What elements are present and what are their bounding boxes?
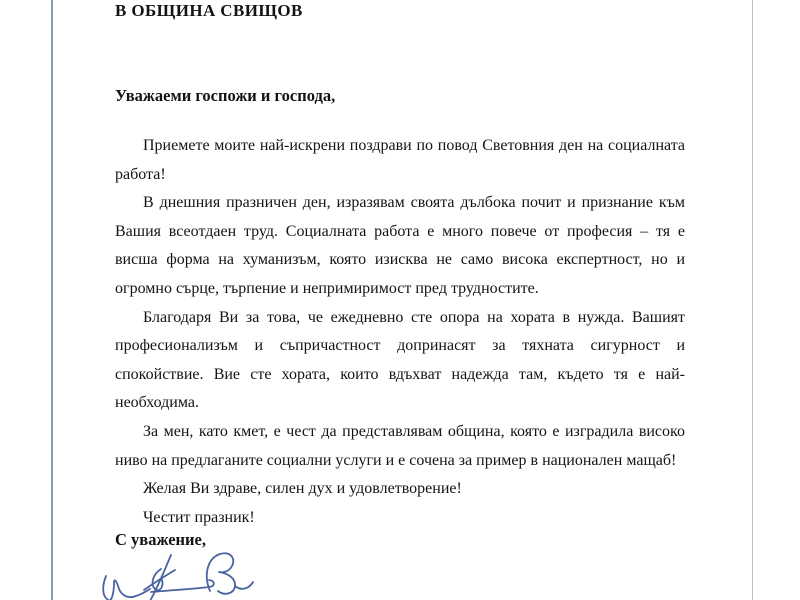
letter-paragraph: Приемете моите най-искрени поздрави по повод Световния ден на социалната работа! (115, 137, 685, 183)
letter-paragraph: За мен, като кмет, е чест да представлявам община, която е изградила високо ниво на предлаганите социални услуги и е сочена за пример в национален мащаб! (115, 422, 685, 469)
letter-recipient-header: В ОБЩИНА СВИЩОВ (115, 1, 303, 20)
signature-strokes (103, 553, 253, 600)
letter-paragraph: В днешния празничен ден, изразявам своята дълбока почит и признание към Вашия всеотдаен труд. Социалната работа е много повече от професия – тя е висша форма на хуманизъм, която изисква не само висока експертност, но и огромно сърце, търпение и непримиримост пред трудностите. (115, 194, 685, 297)
letter-paragraph: Честит празник! (143, 508, 255, 526)
right-margin-rule (752, 0, 753, 600)
letter-paragraph: Желая Ви здраве, силен дух и удовлетворение! (143, 480, 462, 498)
letter-salutation: Уважаеми госпожи и господа, (115, 86, 336, 105)
letter-body (115, 132, 685, 532)
signature-icon (98, 548, 268, 600)
letter-closing: С уважение, (115, 530, 206, 549)
letter-paragraph: Благодаря Ви за това, че ежедневно сте опора на хората в нужда. Вашият професионализъм и съпричастност допринасят за тяхната сигурност и спокойствие. Вие сте хората, които вдъхват надежда там, където тя е най-необходима. (115, 308, 685, 412)
left-margin-rule (51, 0, 53, 600)
